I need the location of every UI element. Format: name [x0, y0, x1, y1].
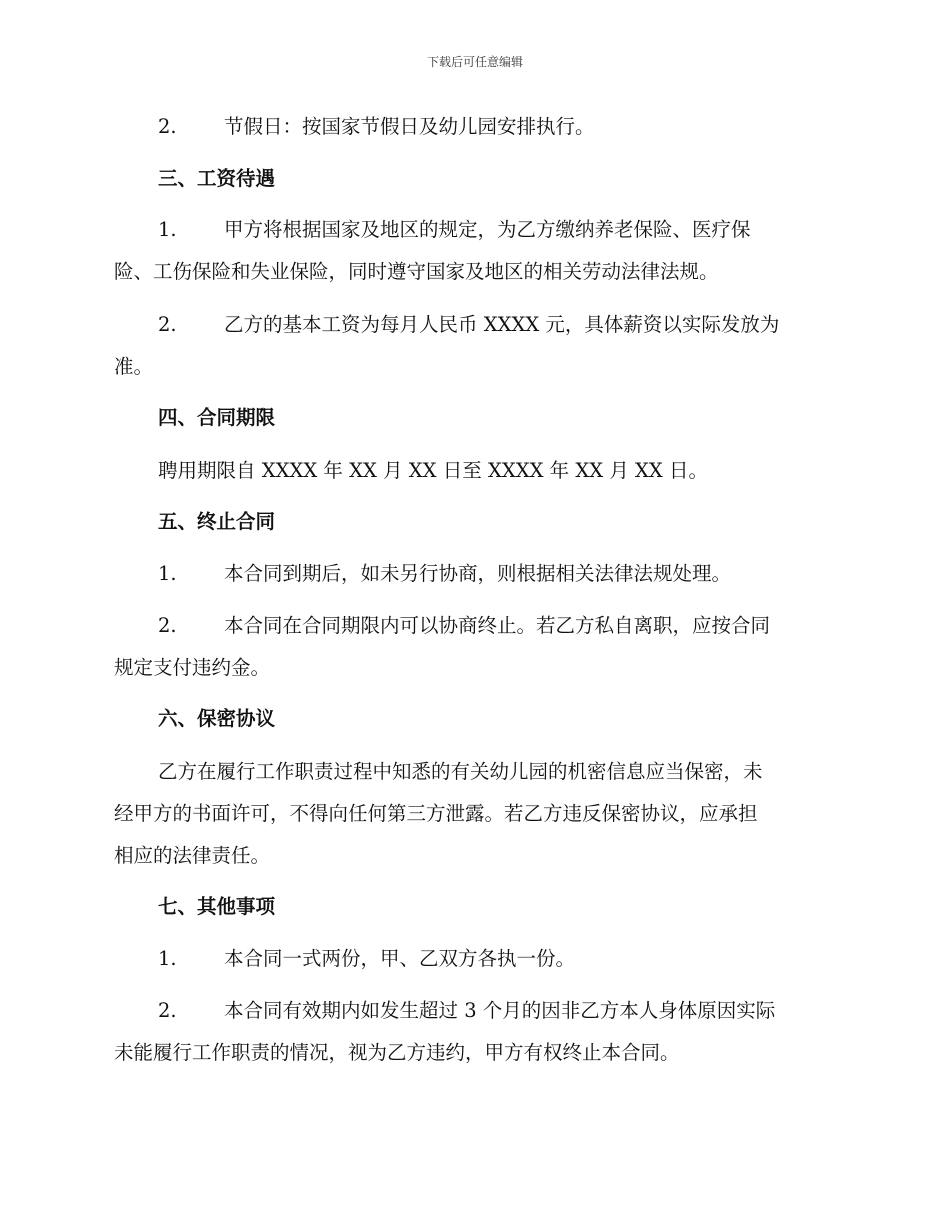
item-number: 2.: [158, 313, 177, 336]
item-text: 甲方将根据国家及地区的规定，为乙方缴纳养老保险、医疗保: [224, 218, 751, 241]
item-text: 本合同有效期内如发生超过 3 个月的因非乙方本人身体原因实际: [224, 999, 776, 1022]
list-item: [114, 605, 836, 689]
list-item: [114, 106, 836, 148]
item-number: 1.: [158, 947, 177, 970]
list-item: [114, 553, 836, 595]
item-number: 1.: [158, 218, 177, 241]
page-header: 下载后可任意编辑: [426, 55, 523, 69]
section-heading: 五、终止合同: [158, 510, 276, 533]
paragraph: [114, 450, 836, 492]
item-text-continued: 准。: [114, 355, 154, 378]
paragraph-text: 聘用期限自 XXXX 年 XX 月 XX 日至 XXXX 年 XX 月 XX 日。: [158, 459, 708, 482]
list-item: [114, 304, 836, 388]
paragraph-text-continued: 经甲方的书面许可，不得向任何第三方泄露。若乙方违反保密协议，应承担: [114, 802, 758, 825]
paragraph-text-continued: 相应的法律责任。: [114, 844, 271, 867]
section-heading: 三、工资待遇: [158, 167, 276, 190]
paragraph-text: 乙方在履行工作职责过程中知悉的有关幼儿园的机密信息应当保密，未: [158, 760, 763, 783]
item-text-continued: 未能履行工作职责的情况，视为乙方违约，甲方有权终止本合同。: [114, 1041, 680, 1064]
list-item: [114, 938, 836, 980]
item-number: 2.: [158, 115, 177, 138]
section-heading: 六、保密协议: [158, 707, 276, 730]
item-number: 2.: [158, 999, 177, 1022]
item-number: 1.: [158, 562, 177, 585]
item-text: 本合同到期后，如未另行协商，则根据相关法律法规处理。: [224, 562, 732, 585]
item-number: 2.: [158, 614, 177, 637]
list-item: [114, 209, 836, 293]
item-text: 乙方的基本工资为每月人民币 XXXX 元，具体薪资以实际发放为: [224, 313, 780, 336]
item-text-continued: 规定支付违约金。: [114, 656, 271, 679]
item-text: 本合同在合同期限内可以协商终止。若乙方私自离职，应按合同: [224, 614, 771, 637]
section-heading: 七、其他事项: [158, 895, 276, 918]
item-text: 本合同一式两份，甲、乙双方各执一份。: [224, 947, 576, 970]
section-heading: 四、合同期限: [158, 406, 276, 429]
list-item: [114, 990, 836, 1074]
paragraph: [114, 751, 836, 877]
item-text: 节假日：按国家节假日及幼儿园安排执行。: [224, 115, 595, 138]
item-text-continued: 险、工伤保险和失业保险，同时遵守国家及地区的相关劳动法律法规。: [114, 260, 719, 283]
